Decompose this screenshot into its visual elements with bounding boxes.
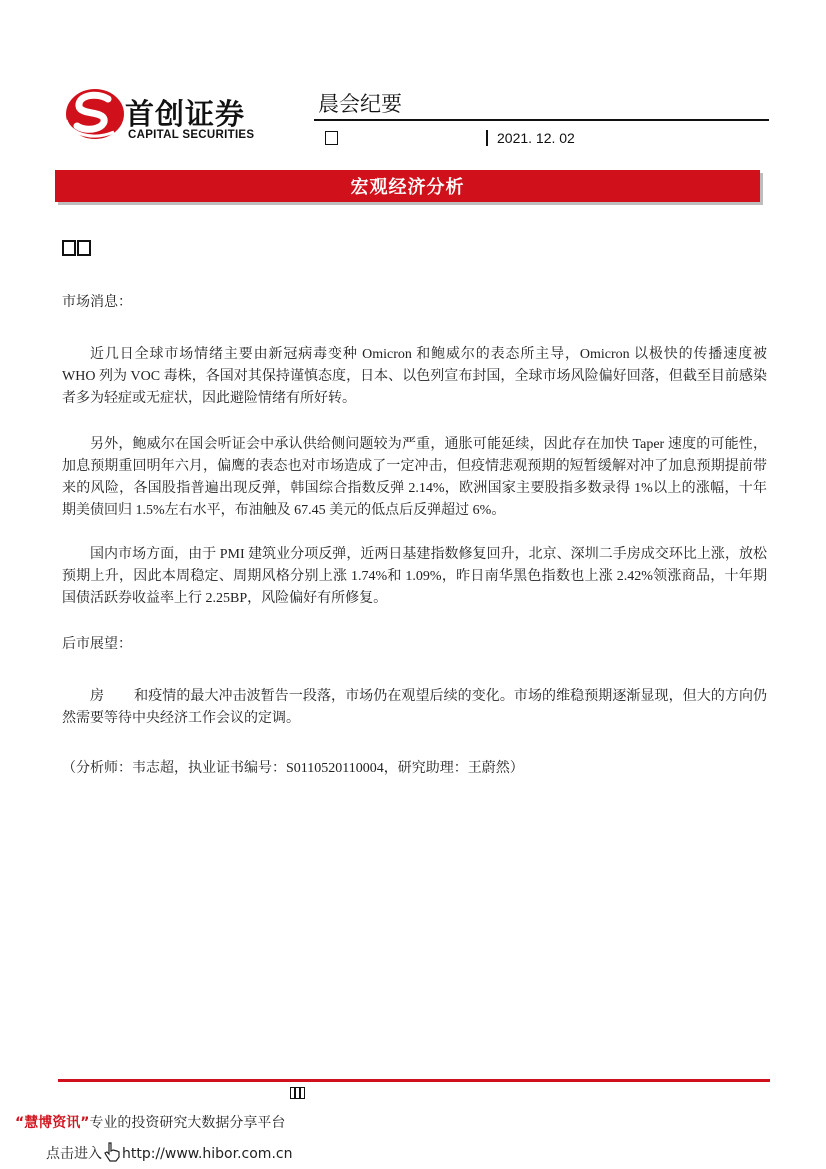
section-banner	[55, 170, 760, 202]
promo-line	[15, 1112, 285, 1132]
paragraph-domestic-market: 国内市场方面，由于 PMI 建筑业分项反弹，近两日基建指数修复回升，北京、深圳二手房成交环比上涨，放松预期上升，因此本周稳定、周期风格分别上涨 1.74%和 1.09%，昨日南华黑色指数也上涨 2.42%领涨商品，十年期国债活跃券收益率上行 2.25BP，风险偏好有所修复。	[62, 547, 767, 606]
paragraph-fed-policy: 另外，鲍威尔在国会听证会中承认供给侧问题较为严重，通胀可能延续，因此存在加快 Taper 速度的可能性，加息预期重回明年六月，偏鹰的表态也对市场造成了一定冲击，但疫情悲观预期的短暂缓解对冲了加息预期提前带来的风险，各国股指普遍出现反弹，韩国综合指数反弹 2.14%，欧洲国家主要股指多数录得 1%以上的涨幅，十年期美债回归 1.5%左右水平，布油触及 67.45 美元的低点后反弹超过 6%。	[62, 437, 767, 518]
header-divider	[314, 119, 769, 121]
outlook-rest: 和疫情的最大冲击波暂告一段落，市场仍在观望后续的变化。市场的维稳预期逐渐显现，但大的方向仍然需要等待中央经济工作会议的定调。	[62, 689, 768, 726]
promo-quote-open: “	[15, 1115, 25, 1131]
page-number-glyphs	[290, 1086, 305, 1104]
section-title: 宏观经济分析	[350, 177, 465, 198]
brand-name-cn: 首创证券	[125, 97, 246, 131]
promo-text: 专业的投资研究大数据分享平台	[89, 1115, 286, 1131]
paragraph-outlook	[62, 686, 767, 730]
report-type: 晨会纪要	[318, 92, 402, 116]
promo-link[interactable]	[46, 1142, 292, 1166]
hand-cursor-icon	[104, 1142, 120, 1166]
capital-securities-logo-icon	[62, 86, 132, 146]
link-url[interactable]: http://www.hibor.com.cn	[122, 1146, 293, 1162]
outlook-start: 房	[90, 689, 105, 704]
analyst-note: （分析师：韦志超，执业证书编号：S0110520110004，研究助理：王蔚然）	[62, 761, 524, 776]
missing-glyph-box-icon	[325, 131, 338, 145]
missing-glyph-box-icon	[77, 240, 91, 256]
brand-name-en: CAPITAL SECURITIES	[128, 129, 255, 141]
missing-glyph-box-icon	[62, 240, 76, 256]
missing-glyph-box-icon	[300, 1087, 305, 1099]
promo-brand: 慧博资讯	[24, 1115, 81, 1131]
outlook-label: 后市展望：	[62, 637, 132, 652]
market-news-label: 市场消息：	[62, 295, 132, 310]
promo-quote-close: ”	[80, 1115, 90, 1131]
subheading-glyphs	[62, 240, 92, 261]
report-date: 2021. 12. 02	[497, 130, 575, 146]
paragraph-global-markets: 近几日全球市场情绪主要由新冠病毒变种 Omicron 和鲍威尔的表态所主导，Omicron 以极快的传播速度被 WHO 列为 VOC 毒株，各国对其保持谨慎态度，日本、以色列宣布封国，全球市场风险偏好回落，但截至目前感染者多为轻症或无症状，因此避险情绪有所好转。	[62, 347, 767, 406]
date-separator	[486, 130, 488, 146]
footer-divider	[58, 1079, 770, 1082]
link-prefix: 点击进入	[46, 1146, 102, 1162]
